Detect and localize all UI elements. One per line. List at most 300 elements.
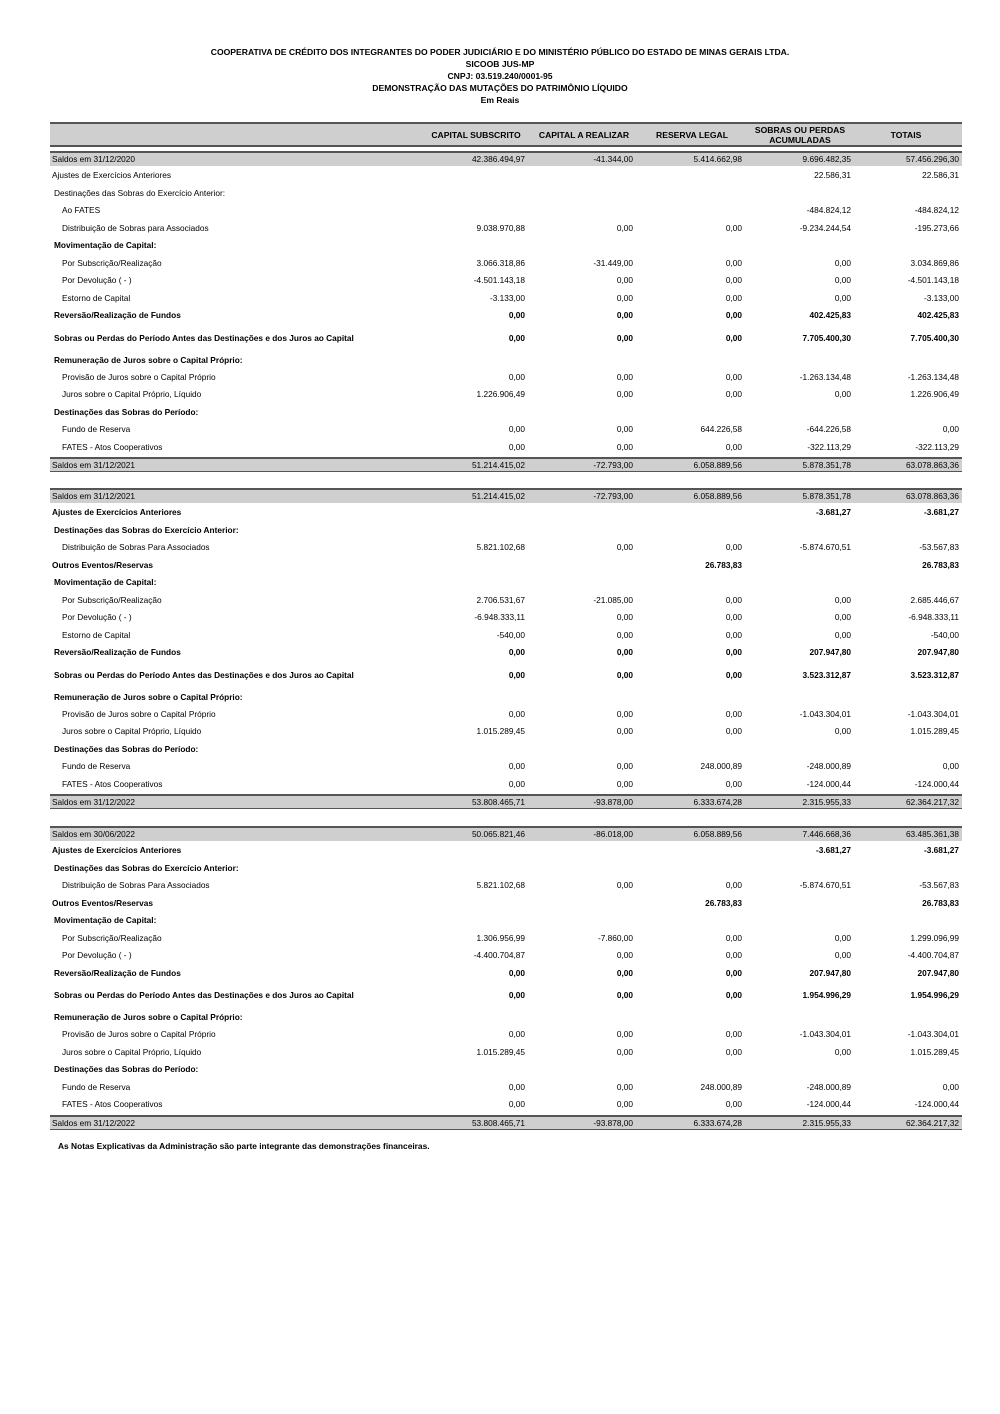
cell-value: 0,00	[508, 333, 525, 343]
row-label: Estorno de Capital	[62, 293, 131, 303]
cell-value: 0,00	[942, 761, 959, 771]
row-label: Por Subscrição/Realização	[62, 595, 162, 605]
row-label: Destinações das Sobras do Exercício Anterior:	[54, 863, 239, 873]
company-name: COOPERATIVA DE CRÉDITO DOS INTEGRANTES DO PODER JUDICIÁRIO E DO MINISTÉRIO PÚBLICO DO ESTADO DE MINAS GERAIS LTDA.	[210, 47, 790, 57]
cell-value: -9.234.244,54	[799, 223, 851, 233]
cell-value: 0,00	[725, 372, 742, 382]
column-header-bar	[50, 122, 962, 147]
cell-value: -124.000,44	[806, 1099, 851, 1109]
cell-value: -1.043.304,01	[799, 709, 851, 719]
cell-value: 0,00	[834, 258, 851, 268]
row-label: Ao FATES	[62, 205, 101, 215]
table-row	[50, 1010, 962, 1024]
cell-value: -6.948.333,11	[474, 612, 525, 622]
cell-value: -93.878,00	[593, 1118, 633, 1128]
cell-value: -644.226,58	[806, 424, 851, 434]
cell-value: -3.133,00	[489, 293, 525, 303]
row-label: Movimentação de Capital:	[54, 577, 157, 587]
cell-value: -124.000,44	[914, 779, 959, 789]
cell-value: 0,00	[725, 950, 742, 960]
cell-value: -3.681,27	[815, 845, 851, 855]
cell-value: 5.821.102,68	[476, 542, 525, 552]
cell-value: -72.793,00	[593, 460, 633, 470]
cell-value: 0,00	[834, 612, 851, 622]
cell-value: 5.414.662,98	[693, 154, 742, 164]
cell-value: 0,00	[834, 950, 851, 960]
cell-value: 2.315.955,33	[802, 1118, 851, 1128]
cell-value: -3.681,27	[815, 507, 851, 517]
table-row	[50, 742, 962, 756]
cell-value: 0,00	[616, 709, 633, 719]
cell-value: 248.000,89	[700, 761, 742, 771]
cell-value: 0,00	[725, 670, 742, 680]
cell-value: 0,00	[508, 761, 525, 771]
cell-value: -1.043.304,01	[799, 1029, 851, 1039]
cell-value: 5.878.351,78	[802, 460, 851, 470]
cell-value: 0,00	[834, 630, 851, 640]
cell-value: 1.015.289,45	[910, 1047, 959, 1057]
cell-value: 0,00	[508, 968, 525, 978]
cell-value: 63.485.361,38	[905, 829, 959, 839]
cell-value: 26.783,83	[705, 560, 742, 570]
cell-value: 0,00	[725, 612, 742, 622]
cell-value: 0,00	[725, 223, 742, 233]
table-row	[50, 1115, 962, 1130]
table-row	[50, 291, 962, 305]
cell-value: 0,00	[616, 726, 633, 736]
cell-value: 6.058.889,56	[693, 491, 742, 501]
cell-value: 63.078.863,36	[905, 460, 959, 470]
table-row	[50, 777, 962, 791]
cell-value: 0,00	[725, 1099, 742, 1109]
row-label: Provisão de Juros sobre o Capital Próprio	[62, 372, 216, 382]
cell-value: 50.065.821,46	[471, 829, 525, 839]
table-row	[50, 593, 962, 607]
cell-value: 3.523.312,87	[910, 670, 959, 680]
cell-value: -4.400.704,87	[907, 950, 959, 960]
cell-value: 0,00	[725, 968, 742, 978]
cell-value: -124.000,44	[806, 779, 851, 789]
cell-value: -5.874.670,51	[799, 542, 851, 552]
row-label: Remuneração de Juros sobre o Capital Próprio:	[54, 355, 243, 365]
row-label: Por Devolução ( - )	[62, 950, 132, 960]
table-row	[50, 724, 962, 738]
cell-value: -5.874.670,51	[799, 880, 851, 890]
cell-value: -3.133,00	[923, 293, 959, 303]
row-label: Juros sobre o Capital Próprio, Líquido	[62, 726, 202, 736]
footnote: As Notas Explicativas da Administração são parte integrante das demonstrações financeiras.	[58, 1141, 430, 1151]
cell-value: -53.567,83	[919, 880, 959, 890]
cell-value: 53.808.465,71	[471, 797, 525, 807]
row-label: Reversão/Realização de Fundos	[54, 968, 181, 978]
cell-value: 1.299.096,99	[910, 933, 959, 943]
cell-value: -6.948.333,11	[908, 612, 959, 622]
row-label: Outros Eventos/Reservas	[52, 898, 153, 908]
cell-value: 5.878.351,78	[802, 491, 851, 501]
table-row	[50, 826, 962, 841]
row-label: Destinações das Sobras do Período:	[54, 1064, 199, 1074]
table-row	[50, 1045, 962, 1059]
cell-value: 1.015.289,45	[476, 726, 525, 736]
row-label: Saldos em 31/12/2022	[52, 1118, 136, 1128]
cell-value: 7.705.400,30	[802, 333, 851, 343]
cell-value: 0,00	[616, 670, 633, 680]
table-row	[50, 505, 962, 519]
cell-value: 0,00	[942, 1082, 959, 1092]
table-row	[50, 645, 962, 659]
row-label: Saldos em 31/12/2020	[52, 154, 136, 164]
table-row	[50, 186, 962, 200]
cell-value: 0,00	[616, 647, 633, 657]
table-row	[50, 843, 962, 857]
cell-value: 207.947,80	[809, 647, 851, 657]
table-row	[50, 273, 962, 287]
table-row	[50, 405, 962, 419]
cell-value: 0,00	[834, 389, 851, 399]
cell-value: 62.364.217,32	[905, 1118, 959, 1128]
cell-value: -31.449,00	[593, 258, 633, 268]
table-row	[50, 168, 962, 182]
cell-value: 6.333.674,28	[693, 1118, 742, 1128]
cell-value: 2.685.446,67	[910, 595, 959, 605]
table-row	[50, 707, 962, 721]
table-row	[50, 387, 962, 401]
cell-value: 0,00	[834, 293, 851, 303]
table-row	[50, 668, 962, 682]
cell-value: 0,00	[508, 709, 525, 719]
table-row	[50, 422, 962, 436]
row-label: Remuneração de Juros sobre o Capital Próprio:	[54, 692, 243, 702]
row-label: Sobras ou Perdas do Período Antes das Destinações e dos Juros ao Capital	[54, 990, 354, 1000]
row-label: Outros Eventos/Reservas	[52, 560, 153, 570]
cell-value: 0,00	[834, 1047, 851, 1057]
cell-value: 0,00	[942, 424, 959, 434]
row-label: Juros sobre o Capital Próprio, Líquido	[62, 389, 202, 399]
cell-value: 0,00	[725, 1029, 742, 1039]
cell-value: -86.018,00	[593, 829, 633, 839]
table-row	[50, 331, 962, 345]
cell-value: 0,00	[508, 424, 525, 434]
cell-value: 0,00	[725, 630, 742, 640]
cell-value: -540,00	[930, 630, 959, 640]
cell-value: 6.058.889,56	[693, 460, 742, 470]
cell-value: 0,00	[508, 442, 525, 452]
cell-value: 0,00	[616, 542, 633, 552]
cell-value: 0,00	[725, 779, 742, 789]
cell-value: 1.015.289,45	[476, 1047, 525, 1057]
cell-value: 0,00	[508, 1029, 525, 1039]
cell-value: -93.878,00	[593, 797, 633, 807]
cell-value: 0,00	[725, 726, 742, 736]
row-label: Saldos em 31/12/2021	[52, 491, 136, 501]
row-label: FATES - Atos Cooperativos	[62, 779, 163, 789]
row-label: Saldos em 31/12/2022	[52, 797, 136, 807]
cell-value: 0,00	[616, 990, 633, 1000]
table-row	[50, 221, 962, 235]
cell-value: 0,00	[616, 1029, 633, 1039]
cell-value: 26.783,83	[705, 898, 742, 908]
cell-value: 0,00	[834, 933, 851, 943]
col-capital-subscrito: CAPITAL SUBSCRITO	[431, 129, 521, 140]
cell-value: 207.947,80	[917, 647, 959, 657]
cell-value: -248.000,89	[806, 1082, 851, 1092]
cell-value: -4.400.704,87	[473, 950, 525, 960]
cell-value: 0,00	[508, 779, 525, 789]
table-row	[50, 370, 962, 384]
row-label: FATES - Atos Cooperativos	[62, 442, 163, 452]
col-totais: TOTAIS	[890, 129, 922, 140]
cell-value: -3.681,27	[923, 507, 959, 517]
cell-value: 6.058.889,56	[693, 829, 742, 839]
cell-value: 0,00	[725, 310, 742, 320]
cell-value: 0,00	[616, 293, 633, 303]
cell-value: 0,00	[725, 595, 742, 605]
row-label: Fundo de Reserva	[62, 761, 131, 771]
cell-value: 0,00	[616, 1099, 633, 1109]
row-label: Ajustes de Exercícios Anteriores	[52, 507, 182, 517]
table-row	[50, 988, 962, 1002]
cell-value: 0,00	[616, 442, 633, 452]
table-row	[50, 794, 962, 809]
cell-value: 0,00	[508, 1082, 525, 1092]
row-label: Distribuição de Sobras para Associados	[62, 223, 209, 233]
cell-value: -1.043.304,01	[907, 709, 959, 719]
table-row	[50, 238, 962, 252]
cell-value: 0,00	[725, 880, 742, 890]
row-label: Estorno de Capital	[62, 630, 131, 640]
cell-value: 0,00	[616, 880, 633, 890]
cell-value: 0,00	[508, 670, 525, 680]
row-label: Fundo de Reserva	[62, 424, 131, 434]
row-label: Distribuição de Sobras Para Associados	[62, 880, 210, 890]
row-label: Por Devolução ( - )	[62, 275, 132, 285]
cell-value: -248.000,89	[806, 761, 851, 771]
row-label: Destinações das Sobras do Exercício Anterior:	[54, 188, 226, 198]
cell-value: 22.586,31	[922, 170, 959, 180]
table-row	[50, 151, 962, 166]
cell-value: 0,00	[616, 424, 633, 434]
table-row	[50, 759, 962, 773]
table-row	[50, 540, 962, 554]
table-row	[50, 558, 962, 572]
table-row	[50, 1027, 962, 1041]
cell-value: 0,00	[616, 968, 633, 978]
cell-value: 0,00	[616, 1082, 633, 1092]
row-label: Saldos em 30/06/2022	[52, 829, 136, 839]
cell-value: 0,00	[725, 389, 742, 399]
cell-value: 0,00	[616, 275, 633, 285]
cell-value: 42.386.494,97	[471, 154, 525, 164]
cell-value: -540,00	[496, 630, 525, 640]
cell-value: 7.705.400,30	[910, 333, 959, 343]
cell-value: 0,00	[616, 372, 633, 382]
row-label: Sobras ou Perdas do Período Antes das Destinações e dos Juros ao Capital	[54, 333, 354, 343]
row-label: Por Subscrição/Realização	[62, 258, 162, 268]
cell-value: 0,00	[616, 779, 633, 789]
cell-value: -1.043.304,01	[907, 1029, 959, 1039]
cell-value: 0,00	[616, 310, 633, 320]
table-row	[50, 488, 962, 503]
cell-value: 3.034.869,86	[910, 258, 959, 268]
cell-value: 9.038.970,88	[476, 223, 525, 233]
cell-value: -1.263.134,48	[799, 372, 851, 382]
row-label: Destinações das Sobras do Período:	[54, 744, 199, 754]
cell-value: 0,00	[616, 630, 633, 640]
cell-value: 1.954.996,29	[910, 990, 959, 1000]
table-row	[50, 440, 962, 454]
cell-value: 0,00	[616, 1047, 633, 1057]
col-capital-a-realizar: CAPITAL A REALIZAR	[538, 129, 630, 140]
row-label: Distribuição de Sobras Para Associados	[62, 542, 210, 552]
cell-value: 1.226.906,49	[910, 389, 959, 399]
table-row	[50, 523, 962, 537]
company-short-name: SICOOB JUS-MP	[465, 59, 535, 69]
cell-value: 0,00	[616, 612, 633, 622]
cell-value: 0,00	[725, 275, 742, 285]
cell-value: 0,00	[725, 442, 742, 452]
row-label: Destinações das Sobras do Exercício Anterior:	[54, 525, 239, 535]
cell-value: 0,00	[508, 647, 525, 657]
cell-value: 248.000,89	[700, 1082, 742, 1092]
cell-value: 63.078.863,36	[905, 491, 959, 501]
table-row	[50, 308, 962, 322]
cell-value: 0,00	[616, 761, 633, 771]
cell-value: 0,00	[508, 1099, 525, 1109]
cell-value: -322.113,29	[807, 442, 851, 452]
table-row	[50, 353, 962, 367]
row-label: Reversão/Realização de Fundos	[54, 310, 181, 320]
cell-value: 0,00	[616, 950, 633, 960]
cell-value: 51.214.415,02	[471, 460, 525, 470]
cell-value: 53.808.465,71	[471, 1118, 525, 1128]
table-row	[50, 913, 962, 927]
row-label: Fundo de Reserva	[62, 1082, 131, 1092]
row-label: Provisão de Juros sobre o Capital Próprio	[62, 709, 216, 719]
cell-value: 5.821.102,68	[476, 880, 525, 890]
cell-value: 0,00	[616, 333, 633, 343]
row-label: Remuneração de Juros sobre o Capital Próprio:	[54, 1012, 243, 1022]
cell-value: -72.793,00	[593, 491, 633, 501]
cell-value: 57.456.296,30	[905, 154, 959, 164]
cell-value: 0,00	[616, 389, 633, 399]
cell-value: 0,00	[725, 1047, 742, 1057]
table-row	[50, 966, 962, 980]
cell-value: -124.000,44	[914, 1099, 959, 1109]
row-label: Provisão de Juros sobre o Capital Próprio	[62, 1029, 216, 1039]
cell-value: -1.263.134,48	[907, 372, 959, 382]
cell-value: 2.315.955,33	[802, 797, 851, 807]
row-label: Movimentação de Capital:	[54, 915, 157, 925]
table-row	[50, 931, 962, 945]
row-label: Ajustes de Exercícios Anteriores	[52, 845, 182, 855]
cell-value: 51.214.415,02	[471, 491, 525, 501]
cell-value: 62.364.217,32	[905, 797, 959, 807]
cell-value: 3.523.312,87	[802, 670, 851, 680]
cell-value: 7.446.668,36	[802, 829, 851, 839]
table-row	[50, 861, 962, 875]
cell-value: 3.066.318,86	[476, 258, 525, 268]
cell-value: 1.015.289,45	[910, 726, 959, 736]
cell-value: 9.696.482,35	[802, 154, 851, 164]
cell-value: 644.226,58	[700, 424, 742, 434]
table-row	[50, 1080, 962, 1094]
table-row	[50, 457, 962, 472]
cell-value: 1.226.906,49	[476, 389, 525, 399]
cell-value: 2.706.531,67	[476, 595, 525, 605]
cell-value: -484.824,12	[806, 205, 851, 215]
cell-value: 22.586,31	[814, 170, 851, 180]
cell-value: 402.425,83	[917, 310, 959, 320]
col-reserva-legal: RESERVA LEGAL	[656, 129, 728, 140]
row-label: Por Subscrição/Realização	[62, 933, 162, 943]
cell-value: 0,00	[834, 275, 851, 285]
cell-value: 26.783,83	[922, 560, 959, 570]
col-sobras-perdas: SOBRAS OU PERDAS ACUMULADAS	[754, 124, 846, 145]
row-label: Saldos em 31/12/2021	[52, 460, 136, 470]
cell-value: -4.501.143,18	[473, 275, 525, 285]
row-label: FATES - Atos Cooperativos	[62, 1099, 163, 1109]
cell-value: -41.344,00	[593, 154, 633, 164]
cell-value: 0,00	[725, 258, 742, 268]
cell-value: -21.085,00	[593, 595, 633, 605]
cell-value: -4.501.143,18	[907, 275, 959, 285]
cell-value: 0,00	[834, 595, 851, 605]
cell-value: -195.273,66	[914, 223, 959, 233]
table-row	[50, 896, 962, 910]
cell-value: 0,00	[508, 372, 525, 382]
cell-value: 1.306.956,99	[476, 933, 525, 943]
table-row	[50, 878, 962, 892]
row-label: Reversão/Realização de Fundos	[54, 647, 181, 657]
row-label: Sobras ou Perdas do Período Antes das Destinações e dos Juros ao Capital	[54, 670, 354, 680]
table-row	[50, 1097, 962, 1111]
cell-value: -7.860,00	[597, 933, 633, 943]
cell-value: 0,00	[834, 726, 851, 736]
cell-value: 207.947,80	[917, 968, 959, 978]
currency-note: Em Reais	[480, 95, 520, 105]
table-row	[50, 628, 962, 642]
cell-value: 26.783,83	[922, 898, 959, 908]
cell-value: 0,00	[508, 990, 525, 1000]
row-label: Ajustes de Exercícios Anteriores	[52, 170, 171, 180]
cell-value: 0,00	[725, 542, 742, 552]
cell-value: 6.333.674,28	[693, 797, 742, 807]
cell-value: -53.567,83	[919, 542, 959, 552]
cell-value: 0,00	[616, 223, 633, 233]
cell-value: 207.947,80	[809, 968, 851, 978]
table-row	[50, 203, 962, 217]
table-row	[50, 690, 962, 704]
table-row	[50, 948, 962, 962]
cell-value: 402.425,83	[809, 310, 851, 320]
cell-value: 0,00	[725, 990, 742, 1000]
table-row	[50, 575, 962, 589]
table-row	[50, 256, 962, 270]
cell-value: 0,00	[725, 293, 742, 303]
row-label: Juros sobre o Capital Próprio, Líquido	[62, 1047, 202, 1057]
row-label: Movimentação de Capital:	[54, 240, 157, 250]
table-row	[50, 1062, 962, 1076]
cell-value: 0,00	[725, 933, 742, 943]
cell-value: 0,00	[725, 709, 742, 719]
row-label: Destinações das Sobras do Período:	[54, 407, 199, 417]
cell-value: 0,00	[725, 333, 742, 343]
cell-value: 1.954.996,29	[802, 990, 851, 1000]
row-label: Por Devolução ( - )	[62, 612, 132, 622]
table-row	[50, 610, 962, 624]
cell-value: 0,00	[508, 310, 525, 320]
cnpj: CNPJ: 03.519.240/0001-95	[447, 71, 553, 81]
